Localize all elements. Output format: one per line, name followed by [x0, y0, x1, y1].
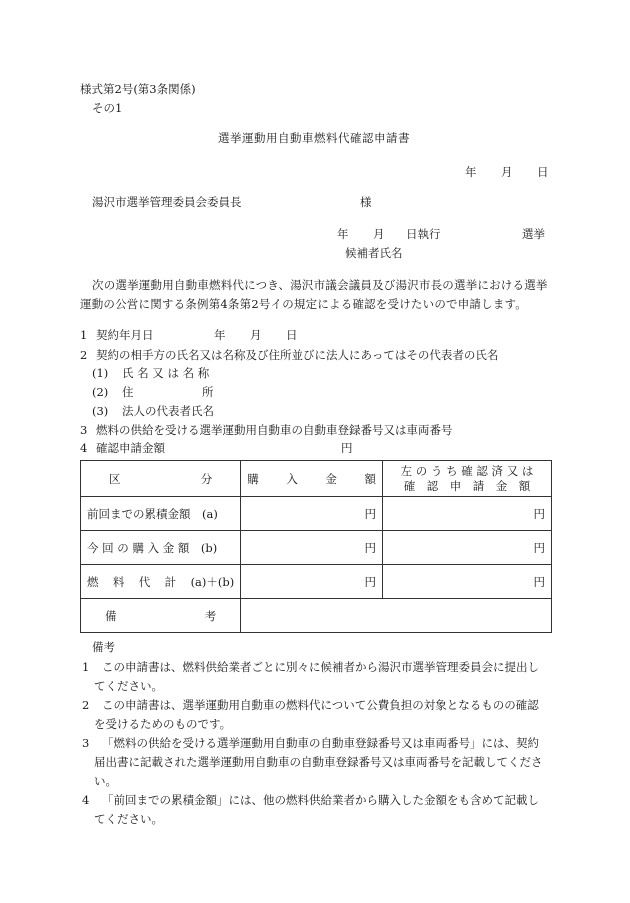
fuel-cost-table	[80, 460, 552, 633]
remarks-cell	[241, 599, 552, 633]
item-2-label: 契約の相手方の氏名又は名称及び住所並びに法人にあってはその代表者の氏名	[96, 348, 499, 362]
addressee-honorific: 様	[360, 195, 372, 209]
table-header-row	[81, 461, 552, 497]
row-label-current: 今 回 の 購 入 金 額 (b)	[81, 531, 241, 565]
item-4-label: 確認申請金額	[96, 441, 165, 455]
header-category-a: 区	[109, 471, 121, 486]
row-unit: 円	[383, 565, 552, 599]
notes-list	[80, 658, 550, 829]
header-purchase-a: 購	[247, 471, 259, 486]
election-month: 月	[373, 227, 385, 241]
row-unit: 円	[383, 497, 552, 531]
note-text: この申請書は、燃料供給業者ごとに別々に候補者から湯沢市選挙管理委員会に提出してください。	[94, 660, 539, 693]
note-text: この申請書は、選挙運動用自動車の燃料代について公費負担の対象となるものの確認を受けるためのものです。	[94, 698, 539, 731]
subitem-3-number: (3)	[92, 404, 109, 418]
item-4-number: 4	[80, 441, 88, 455]
header-confirmed-line2: 確 認 申 請 金 額	[403, 478, 531, 493]
row-label-cumulative: 前回までの累積金額 (a)	[81, 497, 241, 531]
note-item	[80, 696, 550, 734]
candidate-name-label: 候補者氏名	[345, 246, 403, 260]
note-text: 「前回までの累積金額」には、他の燃料供給業者から購入した金額をも含めて記載してください。	[94, 793, 539, 826]
date-year: 年	[465, 165, 477, 179]
table-row	[81, 565, 552, 599]
header-purchase-d: 額	[364, 471, 376, 486]
item-3-number: 3	[80, 423, 88, 437]
header-confirmed-amount	[383, 461, 552, 497]
subitem-1-label: 氏 名 又 は 名 称	[122, 366, 210, 380]
item-1-label: 契約年月日	[96, 328, 154, 342]
form-number: 様式第2号(第3条関係)	[80, 82, 196, 96]
subitem-1-number: (1)	[92, 366, 109, 380]
election-suffix: 選挙	[522, 227, 545, 241]
row-unit: 円	[241, 565, 383, 599]
header-category	[81, 461, 241, 497]
application-statement: 次の選挙運動用自動車燃料代につき、湯沢市議会議員及び湯沢市長の選挙における選挙運動の公営に関する条例第4条第2号イの規定による確認を受けたいので申請します。	[80, 278, 548, 311]
table-row	[81, 531, 552, 565]
note-item	[80, 791, 550, 829]
header-confirmed-line1: 左 の う ち 確 認 済 又 は	[400, 463, 534, 478]
note-number: 3	[82, 736, 90, 750]
table-row	[81, 497, 552, 531]
subitem-2-label-b: 所	[202, 385, 214, 399]
form-part: その1	[92, 101, 123, 115]
subitem-3-label: 法人の代表者氏名	[122, 404, 214, 418]
header-purchase-b: 入	[286, 471, 298, 486]
total-label-a: 燃	[87, 574, 99, 589]
row-unit: 円	[241, 497, 383, 531]
date-month: 月	[501, 165, 513, 179]
item-2-number: 2	[80, 348, 88, 362]
row-label-remarks	[81, 599, 241, 633]
subitem-2-number: (2)	[92, 385, 109, 399]
addressee-name: 湯沢市選挙管理委員会委員長	[92, 195, 242, 209]
remarks-label-a: 備	[105, 608, 117, 623]
total-label-e: (a)＋(b)	[190, 574, 235, 589]
note-number: 4	[82, 793, 90, 807]
note-number: 2	[82, 698, 90, 712]
total-label-d: 計	[164, 574, 177, 589]
row-unit: 円	[241, 531, 383, 565]
election-year: 年	[337, 227, 349, 241]
note-text: 「燃料の供給を受ける選挙運動用自動車の自動車登録番号又は車両番号」には、契約届出書に記載された選挙運動用自動車の自動車登録番号又は車両番号を記載してください。	[94, 736, 543, 788]
header-purchase-c: 金	[325, 471, 337, 486]
item-1-month: 月	[250, 328, 262, 342]
header-category-b: 分	[200, 471, 213, 486]
note-item	[80, 734, 550, 791]
row-unit: 円	[383, 531, 552, 565]
row-label-total	[81, 565, 241, 599]
election-day-executed: 日執行	[406, 227, 441, 241]
total-label-c: 代	[138, 574, 151, 589]
table-row-remarks	[81, 599, 552, 633]
note-number: 1	[82, 660, 90, 674]
item-4-unit: 円	[341, 441, 353, 455]
note-item	[80, 658, 550, 696]
item-1-day: 日	[286, 328, 298, 342]
remarks-label-b: 考	[204, 608, 217, 623]
document-title: 選挙運動用自動車燃料代確認申請書	[218, 131, 410, 145]
notes-heading: 備考	[92, 640, 115, 654]
item-3-label: 燃料の供給を受ける選挙運動用自動車の自動車登録番号又は車両番号	[96, 423, 453, 437]
total-label-b: 料	[112, 574, 125, 589]
date-day: 日	[537, 165, 549, 179]
item-1-number: 1	[80, 328, 88, 342]
header-purchase-amount	[241, 461, 383, 497]
subitem-2-label-a: 住	[122, 385, 134, 399]
item-1-year: 年	[214, 328, 226, 342]
